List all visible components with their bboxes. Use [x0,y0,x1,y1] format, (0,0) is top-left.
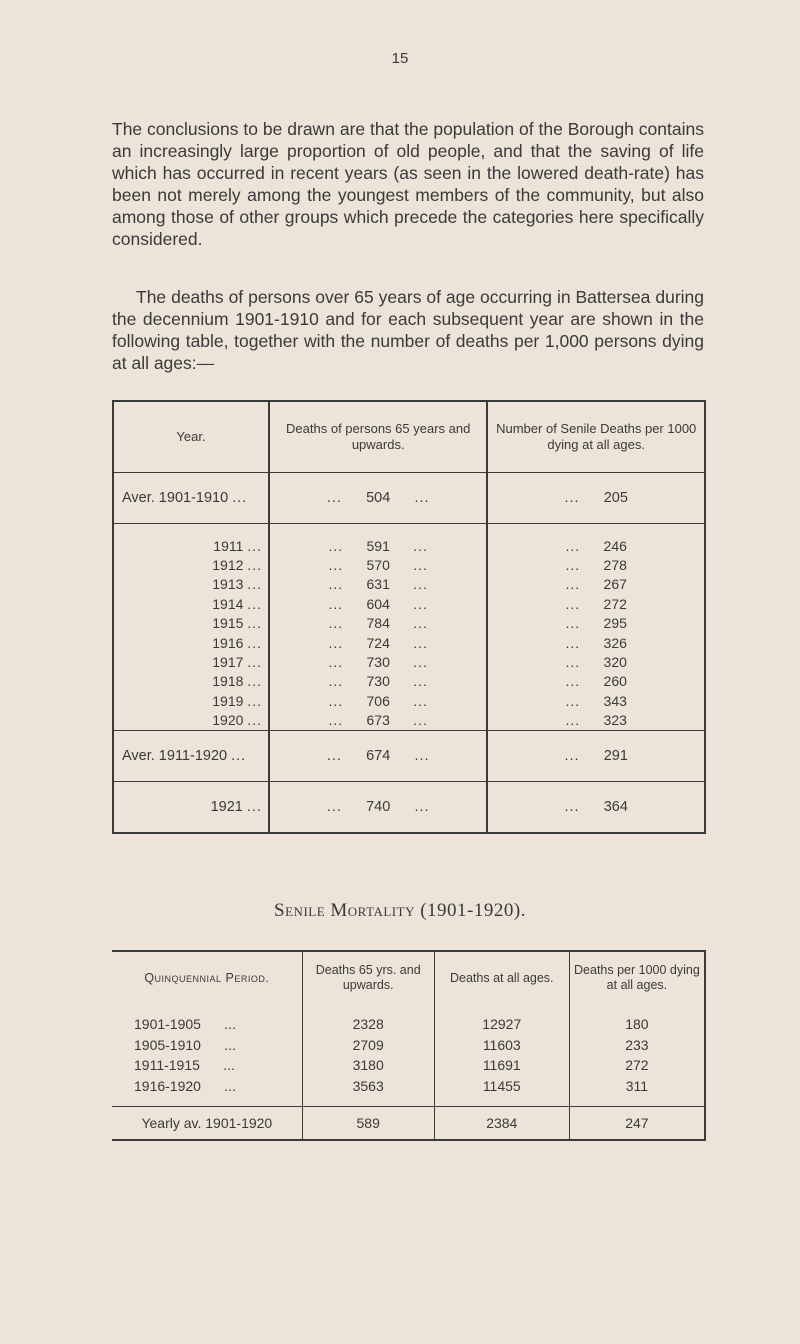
page-number: 15 [391,50,409,67]
deaths-cell: 724 [366,634,390,651]
deaths65-cell: 2709 [302,1035,434,1056]
deaths-cell: 631 [366,576,390,593]
paragraph-deaths-intro: The deaths of persons over 65 years of age occurring in Battersea during the decennium 1901-1910 and for each subsequent year are shown in the following table, together with the number of deaths per 1,000 persons dying at all ages:— [112,286,704,373]
senile-cell: 246 [603,537,627,554]
header-deaths-65: Deaths of persons 65 years and upwards. [269,401,487,473]
table-header-row [112,951,705,1004]
senile-mortality-title: Senile Mortality (1901-1920). [274,900,526,921]
table-row-1921: 1921 ... ... 740 ... ... 364 [113,781,705,833]
senile-cell: 272 [603,595,627,612]
period-cell: Yearly av. 1901-1920 [112,1107,302,1141]
table-row: 1912 ... ... 570 ... ... 278 [113,555,705,574]
header-quinquennial-period: Quinquennial Period. [112,951,302,1004]
table-row: 1917 ... ... 730 ... ... 320 [113,652,705,671]
deaths65-cell: 589 [302,1107,434,1141]
senile-cell: 343 [603,692,627,709]
table-row: 1911 ... ... 591 ... ... 246 [113,536,705,555]
per1000-cell: 311 [625,1077,649,1094]
header-deaths-65: Deaths 65 yrs. and upwards. [302,951,434,1004]
period-cell: 1901-1905 [134,1016,201,1033]
deaths-all-cell: 11455 [434,1076,569,1097]
per1000-cell: 247 [569,1107,705,1141]
deaths-cell: 706 [366,692,390,709]
deaths-cell: 730 [366,673,390,690]
table-row: 1916 ... ... 724 ... ... 326 [113,633,705,652]
year-cell: 1917 [212,654,244,671]
year-cell: 1914 [212,595,244,612]
per1000-cell: 272 [625,1057,649,1074]
senile-cell: 291 [603,747,628,764]
table-row: 1914 ... ... 604 ... ... 272 [113,594,705,613]
table-row: 1918 ... ... 730 ... ... 260 [113,672,705,691]
table-spacer [113,524,705,537]
year-cell: 1913 [212,576,244,593]
year-cell: Aver. 1901-1910 [122,490,229,506]
deaths-cell: 570 [366,557,390,574]
deaths-cell: 673 [366,712,390,729]
year-cell: 1918 [212,673,244,690]
senile-cell: 320 [603,654,627,671]
senile-cell: 326 [603,634,627,651]
table-header-row [113,401,705,473]
deaths-cell: 730 [366,654,390,671]
paragraph-conclusions: The conclusions to be drawn are that the population of the Borough contains an increasingly large proportion of old people, and that the saving of life which has occurred in recent years (as seen in the lowered death-rate) has been not merely among the youngest members of the community, but also among those of other groups which precede the categories here specifically considered. [112,118,704,249]
year-cell: 1915 [212,615,244,632]
table-row-average-1901-1910: Aver. 1901-1910 ... ... 504 ... ... 205 [113,473,705,524]
year-cell: 1912 [212,557,244,574]
senile-mortality-table [112,950,706,1141]
deaths-cell: 784 [366,615,390,632]
deaths-all-cell: 2384 [434,1107,569,1141]
deaths-all-cell: 11603 [434,1035,569,1056]
table-spacer [112,1004,705,1014]
table-row-yearly-average [112,1107,705,1141]
deaths-cell: 504 [366,490,391,506]
deaths-all-cell: 11691 [434,1055,569,1076]
period-cell: 1916-1920 [134,1077,201,1094]
deaths-cell: 674 [366,747,391,764]
header-year: Year. [113,401,269,473]
year-cell: 1919 [212,692,244,709]
table-row: 1919 ... ... 706 ... ... 343 [113,691,705,710]
table-row: 1901-1905 ... 2328 12927 180 [112,1014,705,1035]
deaths65-cell: 3180 [302,1055,434,1076]
senile-cell: 364 [603,798,628,815]
header-deaths-per-1000: Deaths per 1000 dying at all ages. [574,963,700,992]
senile-cell: 278 [603,557,627,574]
header-senile-per-1000: Number of Senile Deaths per 1000 dying at all ages. [496,421,697,452]
table-row-average-1911-1920: Aver. 1911-1920 ... ... 674 ... ... 291 [113,730,705,781]
senile-cell: 267 [603,576,627,593]
senile-cell: 323 [603,712,627,729]
table-row: 1915 ... ... 784 ... ... 295 [113,614,705,633]
year-cell: 1911 [213,537,244,554]
period-cell: 1905-1910 [134,1036,201,1053]
deaths65-cell: 3563 [302,1076,434,1097]
table-row: 1911-1915 ... 3180 11691 272 [112,1055,705,1076]
deaths-cell: 591 [366,537,390,554]
period-cell: 1911-1915 [134,1057,200,1074]
senile-cell: 205 [603,490,628,506]
table-row: 1920 ... ... 673 ... ... 323 [113,711,705,731]
per1000-cell: 233 [625,1036,649,1053]
year-cell: Aver. 1911-1920 [122,747,228,764]
deaths-all-cell: 12927 [434,1014,569,1035]
deaths-cell: 604 [366,595,390,612]
deaths-cell: 740 [366,798,391,815]
senile-cell: 260 [603,673,627,690]
senile-deaths-table [112,400,706,834]
year-cell: 1920 [212,712,244,729]
table-row: 1916-1920 ... 3563 11455 311 [112,1076,705,1097]
year-cell: 1916 [212,634,244,651]
per1000-cell: 180 [625,1016,649,1033]
year-cell: 1921 [210,798,243,815]
table-row: 1913 ... ... 631 ... ... 267 [113,575,705,594]
table-row: 1905-1910 ... 2709 11603 233 [112,1035,705,1056]
senile-cell: 295 [603,615,627,632]
header-deaths-all-ages: Deaths at all ages. [434,951,569,1004]
deaths65-cell: 2328 [302,1014,434,1035]
table-spacer [112,1096,705,1107]
